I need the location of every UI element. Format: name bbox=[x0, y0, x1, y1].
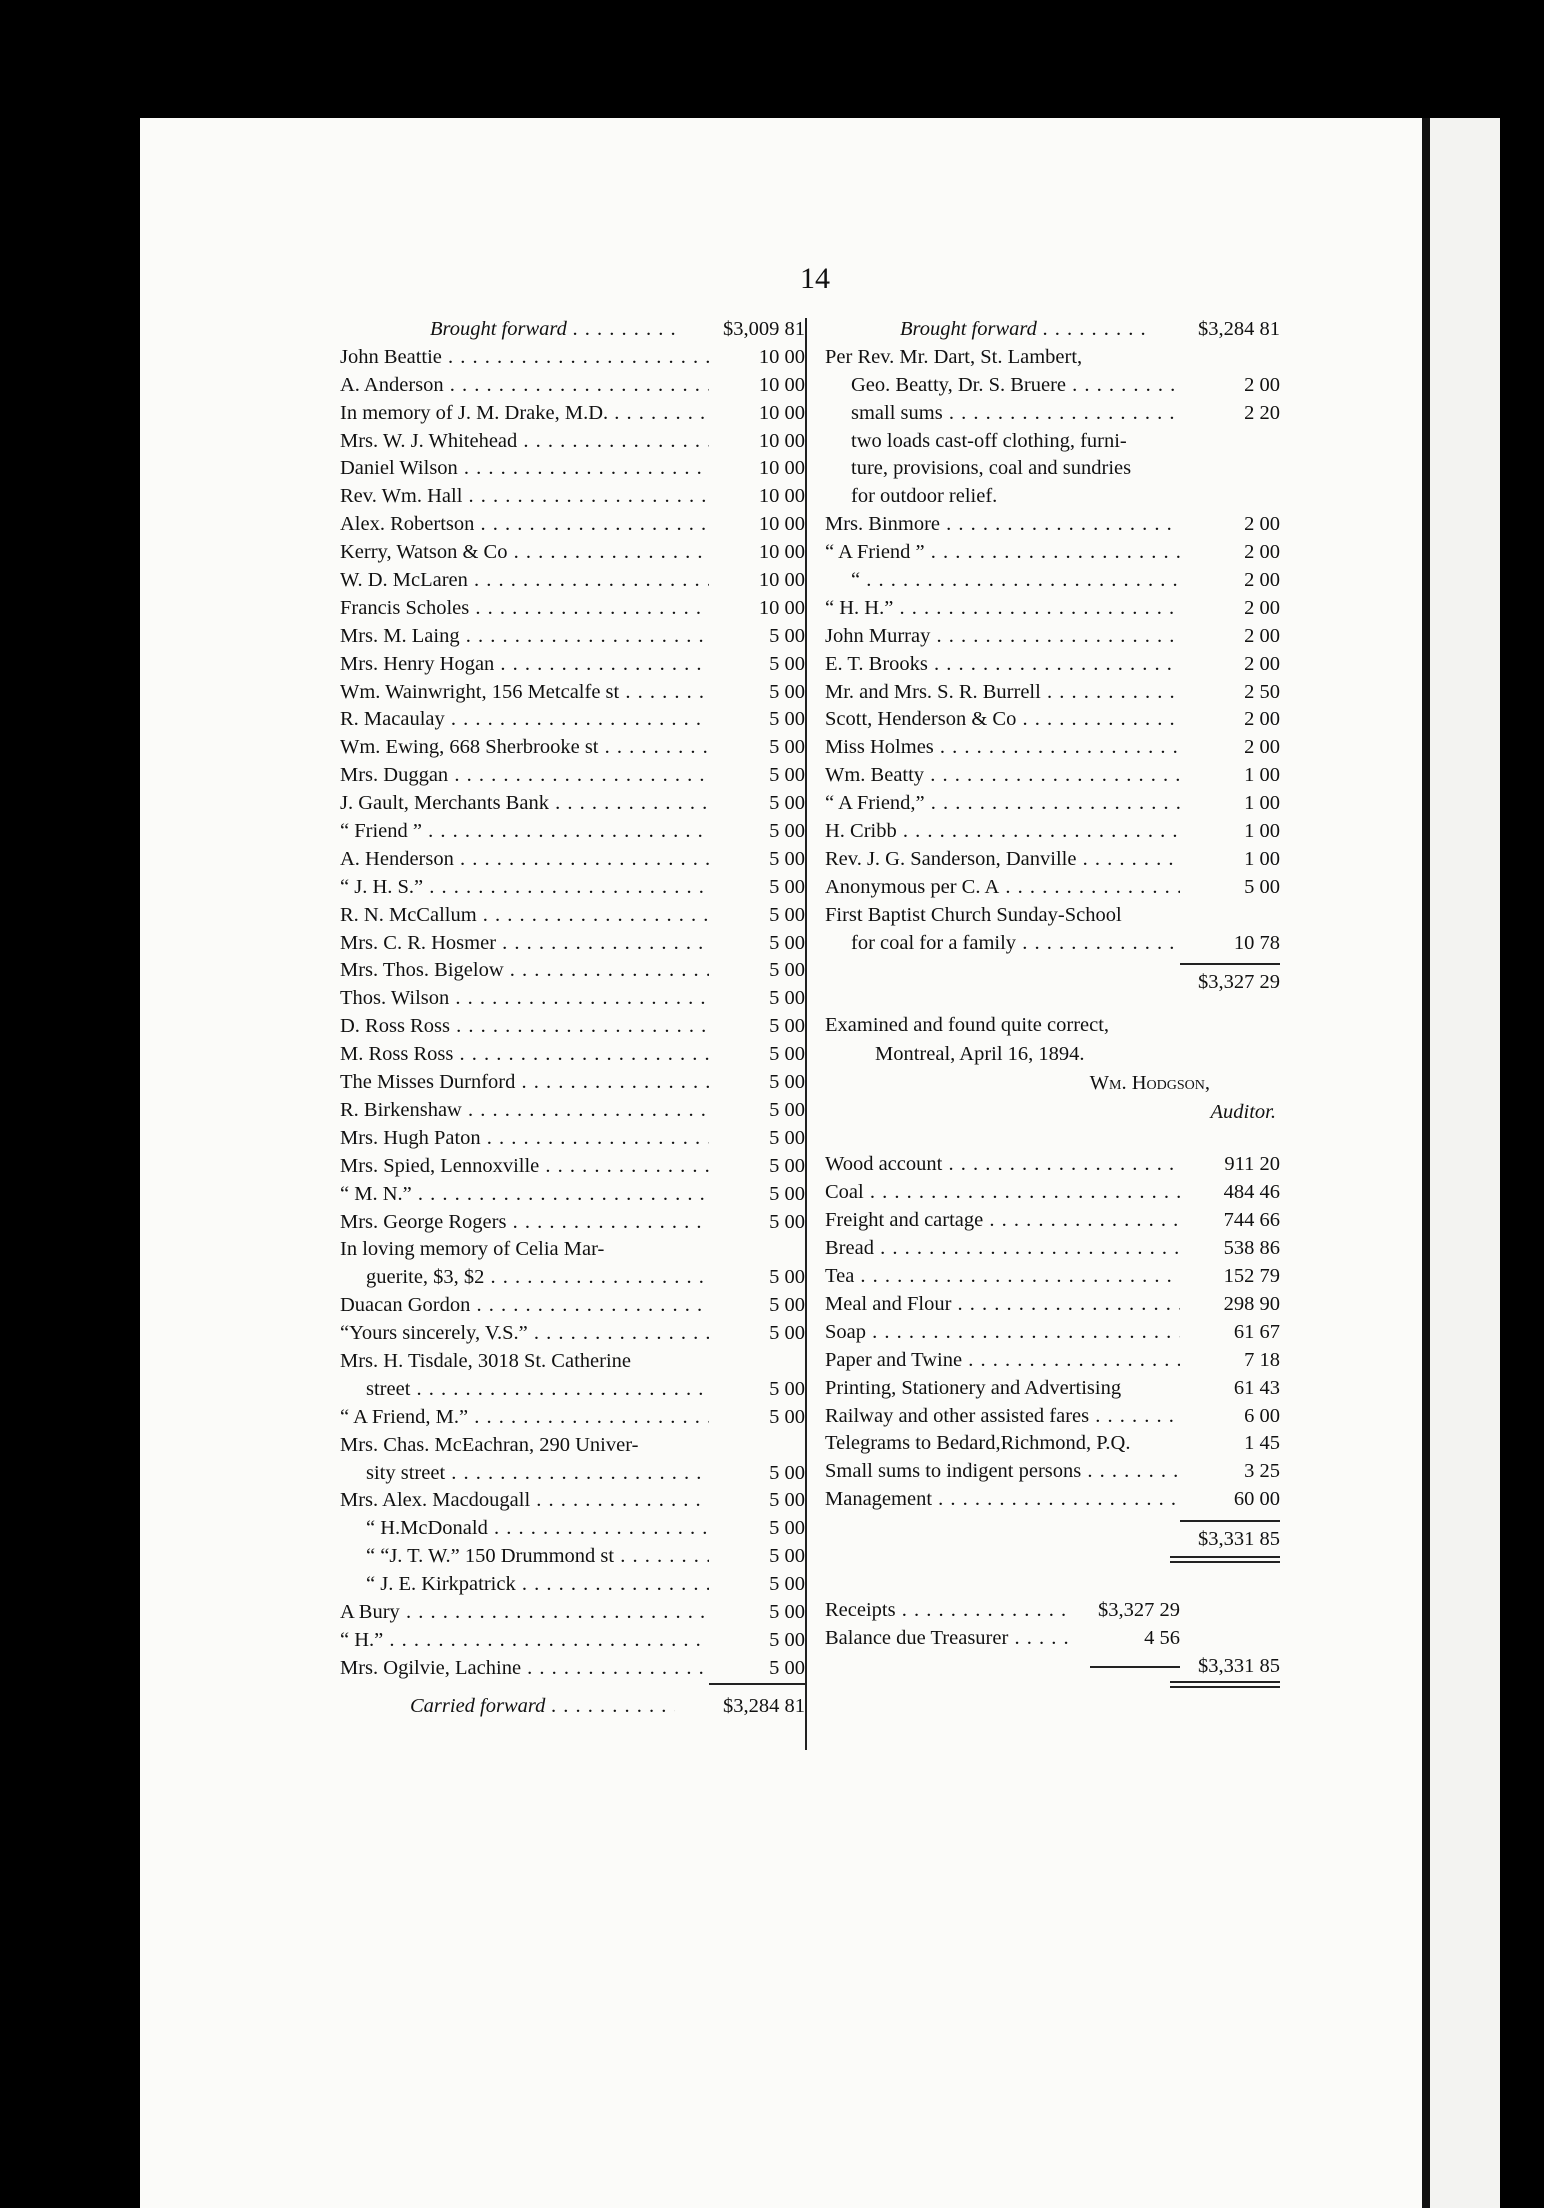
ledger-row bbox=[340, 1543, 805, 1571]
entry-name: Mrs. George Rogers . . . bbox=[340, 1209, 709, 1237]
audit-note bbox=[825, 1011, 1280, 1127]
entry-name: Per Rev. Mr. Dart, St. Lambert, bbox=[825, 345, 1083, 368]
entry-amount bbox=[1180, 455, 1280, 483]
entry-name: “ Friend ” . . . bbox=[340, 818, 709, 846]
entry-amount: 10 78 bbox=[1233, 931, 1280, 954]
ledger-row bbox=[340, 985, 805, 1013]
entry-name: E. T. Brooks . . . bbox=[825, 651, 1180, 679]
entry-name: “Yours sincerely, V.S.” . . . bbox=[340, 1320, 709, 1348]
ledger-row bbox=[340, 957, 805, 985]
entry-name: Wm. Wainwright, 156 Metcalfe st . . . bbox=[340, 679, 709, 707]
entry-amount: 5 00 bbox=[769, 1600, 805, 1623]
entry-amount bbox=[709, 1236, 805, 1264]
ledger-row bbox=[825, 930, 1280, 958]
brought-forward-amount: $3,284 81 bbox=[1198, 318, 1280, 340]
grand-total-double-rule bbox=[1170, 1681, 1280, 1688]
entry-amount: 1 00 bbox=[1244, 847, 1280, 870]
entry-name: Tea . . . bbox=[825, 1263, 1180, 1291]
entry-amount: 2 00 bbox=[1244, 373, 1280, 396]
ledger-row bbox=[340, 1487, 805, 1515]
brought-forward-label: Brought forward . . . bbox=[825, 316, 1150, 344]
ledger-row bbox=[825, 706, 1280, 734]
entry-amount: 2 00 bbox=[1244, 569, 1280, 592]
entry-amount: 5 00 bbox=[769, 1322, 805, 1345]
entry-name: Geo. Beatty, Dr. S. Bruere . . . bbox=[825, 372, 1180, 400]
entry-amount: 5 00 bbox=[769, 1015, 805, 1038]
entry-amount: 5 00 bbox=[769, 1154, 805, 1177]
ledger-row bbox=[340, 679, 805, 707]
entry-amount: 1 45 bbox=[1244, 1432, 1280, 1455]
entry-name: “ A Friend,” . . . bbox=[825, 790, 1180, 818]
entry-name: “ “J. T. W.” 150 Drummond st . . . bbox=[340, 1543, 709, 1571]
entry-name: “ M. N.” . . . bbox=[340, 1181, 709, 1209]
ledger-row bbox=[340, 1348, 805, 1376]
ledger-row bbox=[825, 1403, 1280, 1431]
ledger-row bbox=[340, 1432, 805, 1460]
ledger-row bbox=[340, 1069, 805, 1097]
entry-amount: 1 00 bbox=[1244, 792, 1280, 815]
entry-name: Kerry, Watson & Co . . . bbox=[340, 539, 709, 567]
ledger-row bbox=[340, 1627, 805, 1655]
entry-name: Wm. Ewing, 668 Sherbrooke st . . . bbox=[340, 734, 709, 762]
entry-name: street . . . bbox=[340, 1376, 709, 1404]
ledger-row bbox=[340, 1181, 805, 1209]
entry-amount: 5 00 bbox=[769, 847, 805, 870]
ledger-row bbox=[340, 874, 805, 902]
entry-name: Alex. Robertson . . . bbox=[340, 511, 709, 539]
entry-amount: 5 00 bbox=[769, 1628, 805, 1651]
grand-total-amount: $3,331 85 bbox=[1198, 1654, 1280, 1677]
entry-name: R. Macaulay . . . bbox=[340, 706, 709, 734]
entry-amount: 744 66 bbox=[1223, 1209, 1280, 1232]
entry-amount: 5 00 bbox=[769, 1517, 805, 1540]
ledger-row bbox=[825, 511, 1280, 539]
expenses-total-double-rule bbox=[1170, 1556, 1280, 1563]
entry-amount: 2 00 bbox=[1244, 596, 1280, 619]
entry-name: Meal and Flour . . . bbox=[825, 1291, 1180, 1319]
entry-amount bbox=[709, 1348, 805, 1376]
ledger-row bbox=[825, 400, 1280, 428]
ledger-row bbox=[825, 1291, 1280, 1319]
ledger-row bbox=[340, 1460, 805, 1488]
entry-name: Mrs. H. Tisdale, 3018 St. Catherine bbox=[340, 1349, 631, 1372]
entry-name: Mrs. Henry Hogan . . . bbox=[340, 651, 709, 679]
entry-amount bbox=[1180, 902, 1280, 930]
entry-amount: 5 00 bbox=[769, 708, 805, 731]
entry-amount: 1 00 bbox=[1244, 820, 1280, 843]
ledger-row bbox=[825, 1151, 1280, 1179]
entry-name: Mrs. Hugh Paton . . . bbox=[340, 1125, 709, 1153]
entry-amount: 10 00 bbox=[758, 569, 805, 592]
entry-name: two loads cast-off clothing, furni- bbox=[851, 429, 1127, 452]
ledger-row bbox=[340, 1097, 805, 1125]
entry-name: Mr. and Mrs. S. R. Burrell . . . bbox=[825, 679, 1180, 707]
entry-amount: 10 00 bbox=[758, 596, 805, 619]
ledger-row bbox=[340, 762, 805, 790]
entry-amount: 2 00 bbox=[1244, 736, 1280, 759]
entry-name: Paper and Twine . . . bbox=[825, 1347, 1180, 1375]
brought-forward-row bbox=[825, 316, 1280, 344]
entry-amount: 1 00 bbox=[1244, 764, 1280, 787]
entry-name: A Bury . . . bbox=[340, 1599, 709, 1627]
entry-name: Railway and other assisted fares . . . bbox=[825, 1403, 1180, 1431]
right-column bbox=[825, 316, 1280, 1688]
entry-name: Daniel Wilson . . . bbox=[340, 455, 709, 483]
entry-name: Mrs. Duggan . . . bbox=[340, 762, 709, 790]
ledger-row bbox=[825, 734, 1280, 762]
entry-amount: 5 00 bbox=[769, 1656, 805, 1679]
ledger-row bbox=[340, 623, 805, 651]
entry-name: R. N. McCallum . . . bbox=[340, 902, 709, 930]
ledger-row bbox=[340, 1571, 805, 1599]
ledger-row bbox=[340, 706, 805, 734]
entry-amount: 5 00 bbox=[769, 680, 805, 703]
entry-name: Mrs. W. J. Whitehead . . . bbox=[340, 428, 709, 456]
auditor-title: Auditor. bbox=[1210, 1101, 1276, 1124]
entry-name: W. D. McLaren . . . bbox=[340, 567, 709, 595]
ledger-row bbox=[340, 818, 805, 846]
entry-name: Mrs. Thos. Bigelow . . . bbox=[340, 957, 709, 985]
entry-name: Mrs. Spied, Lennoxville . . . bbox=[340, 1153, 709, 1181]
carried-forward-label: Carried forward . . . bbox=[340, 1693, 675, 1721]
column-divider bbox=[805, 318, 807, 1750]
ledger-row bbox=[340, 400, 805, 428]
entry-amount: 5 00 bbox=[769, 736, 805, 759]
entry-name: “ H.McDonald . . . bbox=[340, 1515, 709, 1543]
entry-name: The Misses Durnford . . . bbox=[340, 1069, 709, 1097]
subscription-list bbox=[825, 344, 1280, 958]
entry-name: Mrs. Ogilvie, Lachine . . . bbox=[340, 1655, 709, 1683]
entry-amount: 5 00 bbox=[769, 1294, 805, 1317]
ledger-row bbox=[825, 790, 1280, 818]
ledger-row bbox=[340, 1599, 805, 1627]
entry-name: In loving memory of Celia Mar- bbox=[340, 1238, 605, 1261]
entry-amount: 5 00 bbox=[769, 820, 805, 843]
page-number: 14 bbox=[800, 262, 830, 295]
ledger-row bbox=[825, 846, 1280, 874]
entry-amount: 5 00 bbox=[769, 1545, 805, 1568]
entry-name: D. Ross Ross . . . bbox=[340, 1013, 709, 1041]
entry-name: ture, provisions, coal and sundries bbox=[851, 457, 1132, 480]
ledger-row bbox=[825, 567, 1280, 595]
entry-name: M. Ross Ross . . . bbox=[340, 1041, 709, 1069]
entry-name: John Beattie . . . bbox=[340, 344, 709, 372]
ledger-row bbox=[825, 1486, 1280, 1514]
entry-name: Rev. J. G. Sanderson, Danville . . . bbox=[825, 846, 1180, 874]
ledger-row bbox=[340, 1153, 805, 1181]
entry-name: sity street . . . bbox=[340, 1460, 709, 1488]
ledger-row bbox=[340, 1264, 805, 1292]
entry-amount: 5 00 bbox=[769, 903, 805, 926]
entry-name: “ J. H. S.” . . . bbox=[340, 874, 709, 902]
entry-amount: 5 00 bbox=[769, 1126, 805, 1149]
entry-name: Francis Scholes . . . bbox=[340, 595, 709, 623]
entry-amount: 2 00 bbox=[1244, 541, 1280, 564]
entry-name: for coal for a family . . . bbox=[825, 930, 1180, 958]
ledger-row bbox=[825, 902, 1280, 930]
entry-amount: 2 00 bbox=[1244, 708, 1280, 731]
ledger-row bbox=[340, 428, 805, 456]
entry-amount bbox=[1180, 483, 1280, 511]
brought-forward-label: Brought forward . . . bbox=[340, 316, 675, 344]
entry-name: In memory of J. M. Drake, M.D. . . . bbox=[340, 400, 709, 428]
entry-amount: 2 00 bbox=[1244, 513, 1280, 536]
entry-name: small sums . . . bbox=[825, 400, 1180, 428]
entry-amount: 10 00 bbox=[758, 457, 805, 480]
entry-amount: 6 00 bbox=[1244, 1404, 1280, 1427]
entry-name: Coal . . . bbox=[825, 1179, 1180, 1207]
ledger-row bbox=[340, 1404, 805, 1432]
entry-amount: 911 20 bbox=[1224, 1153, 1280, 1176]
entry-name: guerite, $3, $2 . . . bbox=[340, 1264, 709, 1292]
entry-amount: 2 20 bbox=[1244, 401, 1280, 424]
entry-amount: 5 00 bbox=[769, 1377, 805, 1400]
entry-name: J. Gault, Merchants Bank . . . bbox=[340, 790, 709, 818]
ledger-row bbox=[825, 595, 1280, 623]
entry-name: R. Birkenshaw . . . bbox=[340, 1097, 709, 1125]
ledger-row bbox=[825, 1179, 1280, 1207]
entry-name: “ A Friend ” . . . bbox=[825, 539, 1180, 567]
entry-name: Mrs. C. R. Hosmer . . . bbox=[340, 930, 709, 958]
book-spine bbox=[1422, 118, 1430, 2208]
ledger-row bbox=[340, 483, 805, 511]
entry-name: A. Henderson . . . bbox=[340, 846, 709, 874]
entry-amount: 10 00 bbox=[758, 485, 805, 508]
entry-amount: 5 00 bbox=[769, 1098, 805, 1121]
ledger-row bbox=[825, 455, 1280, 483]
ledger-row bbox=[825, 679, 1280, 707]
ledger-row bbox=[825, 344, 1280, 372]
entry-name: John Murray . . . bbox=[825, 623, 1180, 651]
entry-amount bbox=[709, 1432, 805, 1460]
ledger-row bbox=[825, 874, 1280, 902]
entry-amount: 5 00 bbox=[769, 1405, 805, 1428]
entry-amount bbox=[1180, 428, 1280, 456]
entry-name: Small sums to indigent persons . . . bbox=[825, 1458, 1180, 1486]
entry-amount bbox=[1180, 344, 1280, 372]
ledger-row bbox=[340, 846, 805, 874]
entry-name: Soap . . . bbox=[825, 1319, 1180, 1347]
receipts-row bbox=[825, 1597, 1280, 1625]
entry-amount: 5 00 bbox=[769, 652, 805, 675]
entry-amount: 5 00 bbox=[769, 931, 805, 954]
entry-amount: 5 00 bbox=[769, 1266, 805, 1289]
grand-total-row bbox=[825, 1653, 1280, 1681]
ledger-row bbox=[825, 1319, 1280, 1347]
entry-amount: 5 00 bbox=[769, 875, 805, 898]
carried-forward-row bbox=[340, 1693, 805, 1721]
ledger-row bbox=[825, 372, 1280, 400]
entry-name: Management . . . bbox=[825, 1486, 1180, 1514]
ledger-row bbox=[825, 1263, 1280, 1291]
entry-amount: 7 18 bbox=[1244, 1348, 1280, 1371]
entry-name: Scott, Henderson & Co . . . bbox=[825, 706, 1180, 734]
facing-page-edge bbox=[1430, 118, 1500, 2208]
ledger-row bbox=[340, 1125, 805, 1153]
entry-name: A. Anderson . . . bbox=[340, 372, 709, 400]
entry-amount: 10 00 bbox=[758, 373, 805, 396]
brought-forward-amount: $3,009 81 bbox=[723, 318, 805, 340]
ledger-row bbox=[825, 818, 1280, 846]
balance-due-row bbox=[825, 1625, 1280, 1653]
entry-amount: 5 00 bbox=[769, 1043, 805, 1066]
ledger-row bbox=[340, 1376, 805, 1404]
ledger-row bbox=[340, 595, 805, 623]
ledger-row bbox=[340, 930, 805, 958]
entry-name: “ J. E. Kirkpatrick . . . bbox=[340, 1571, 709, 1599]
entry-amount: 10 00 bbox=[758, 513, 805, 536]
entry-amount: 484 46 bbox=[1223, 1181, 1280, 1204]
entry-name: Telegrams to Bedard,Richmond, P.Q. bbox=[825, 1432, 1131, 1455]
entry-name: Thos. Wilson . . . bbox=[340, 985, 709, 1013]
expenses-total: $3,331 85 bbox=[1198, 1528, 1280, 1551]
ledger-row bbox=[825, 1235, 1280, 1263]
entry-amount: 5 00 bbox=[769, 1489, 805, 1512]
ledger-row bbox=[340, 511, 805, 539]
ledger-row bbox=[340, 790, 805, 818]
entry-name: Wm. Beatty . . . bbox=[825, 762, 1180, 790]
carried-forward-amount: $3,284 81 bbox=[723, 1694, 805, 1717]
ledger-row bbox=[825, 539, 1280, 567]
ledger-row bbox=[340, 1320, 805, 1348]
ledger-row bbox=[340, 902, 805, 930]
brought-forward-row bbox=[340, 316, 805, 344]
entry-amount: 10 00 bbox=[758, 541, 805, 564]
ledger-row bbox=[340, 734, 805, 762]
balance-due-label: Balance due Treasurer . . . bbox=[825, 1625, 1070, 1653]
audit-line-2: Montreal, April 16, 1894. bbox=[875, 1043, 1085, 1066]
ledger-row bbox=[340, 1041, 805, 1069]
ledger-row bbox=[340, 1209, 805, 1237]
receipts-label: Receipts . . . bbox=[825, 1597, 1070, 1625]
entry-amount: 5 00 bbox=[769, 987, 805, 1010]
ledger-row bbox=[825, 1375, 1280, 1403]
ledger-row bbox=[340, 344, 805, 372]
entry-name: Miss Holmes . . . bbox=[825, 734, 1180, 762]
subscription-list bbox=[340, 344, 805, 1683]
entry-amount: 2 00 bbox=[1244, 652, 1280, 675]
entry-name: Anonymous per C. A . . . bbox=[825, 874, 1180, 902]
entry-name: H. Cribb . . . bbox=[825, 818, 1180, 846]
entry-amount: 5 00 bbox=[769, 1182, 805, 1205]
ledger-row bbox=[825, 762, 1280, 790]
ledger-row bbox=[340, 1515, 805, 1543]
entry-amount: 5 00 bbox=[1244, 875, 1280, 898]
balance-due-amount: 4 56 bbox=[1144, 1626, 1180, 1649]
entry-amount: 10 00 bbox=[758, 429, 805, 452]
entry-name: Duacan Gordon . . . bbox=[340, 1292, 709, 1320]
entry-amount: 538 86 bbox=[1223, 1237, 1280, 1260]
receipts-total: $3,327 29 bbox=[1198, 971, 1280, 994]
subtotal-rule bbox=[709, 1683, 805, 1685]
entry-name: Printing, Stationery and Advertising bbox=[825, 1376, 1122, 1399]
entry-amount: 61 67 bbox=[1233, 1320, 1280, 1343]
entry-amount: 5 00 bbox=[769, 1573, 805, 1596]
entry-amount: 5 00 bbox=[769, 1210, 805, 1233]
entry-amount: 298 90 bbox=[1223, 1292, 1280, 1315]
entry-amount: 3 25 bbox=[1244, 1460, 1280, 1483]
entry-name: First Baptist Church Sunday-School bbox=[825, 903, 1122, 926]
entry-name: Mrs. Alex. Macdougall . . . bbox=[340, 1487, 709, 1515]
entry-name: Mrs. Binmore . . . bbox=[825, 511, 1180, 539]
entry-name: “ H. H.” . . . bbox=[825, 595, 1180, 623]
entry-amount: 2 50 bbox=[1244, 680, 1280, 703]
entry-name: Mrs. M. Laing . . . bbox=[340, 623, 709, 651]
auditor-signature: Wm. Hodgson, bbox=[1089, 1072, 1210, 1095]
entry-name: “ . . . bbox=[825, 567, 1180, 595]
entry-name: “ H.” . . . bbox=[340, 1627, 709, 1655]
ledger-row bbox=[340, 1013, 805, 1041]
ledger-row bbox=[825, 428, 1280, 456]
entry-amount: 5 00 bbox=[769, 624, 805, 647]
ledger-row bbox=[825, 1207, 1280, 1235]
entry-amount: 2 00 bbox=[1244, 624, 1280, 647]
ledger-row bbox=[825, 1458, 1280, 1486]
ledger-row bbox=[340, 651, 805, 679]
entry-amount: 5 00 bbox=[769, 764, 805, 787]
entry-amount: 60 00 bbox=[1233, 1488, 1280, 1511]
entry-name: Freight and cartage . . . bbox=[825, 1207, 1180, 1235]
entry-amount: 61 43 bbox=[1233, 1376, 1280, 1399]
left-column bbox=[340, 316, 805, 1721]
entry-amount: 5 00 bbox=[769, 959, 805, 982]
expense-list bbox=[825, 1151, 1280, 1514]
entry-name: Rev. Wm. Hall . . . bbox=[340, 483, 709, 511]
entry-name: Wood account . . . bbox=[825, 1151, 1180, 1179]
entry-amount: 152 79 bbox=[1223, 1265, 1280, 1288]
entry-amount: 10 00 bbox=[758, 401, 805, 424]
ledger-row bbox=[340, 567, 805, 595]
audit-line-1: Examined and found quite correct, bbox=[825, 1014, 1110, 1037]
ledger-row bbox=[340, 455, 805, 483]
entry-name: Bread . . . bbox=[825, 1235, 1180, 1263]
receipts-amount: $3,327 29 bbox=[1098, 1599, 1180, 1622]
ledger-row bbox=[825, 1430, 1280, 1458]
entry-name: for outdoor relief. bbox=[851, 485, 998, 508]
ledger-row bbox=[825, 483, 1280, 511]
entry-amount: 10 00 bbox=[758, 345, 805, 368]
entry-amount: 5 00 bbox=[769, 792, 805, 815]
entry-amount: 5 00 bbox=[769, 1461, 805, 1484]
entry-name: “ A Friend, M.” . . . bbox=[340, 1404, 709, 1432]
ledger-row bbox=[340, 1655, 805, 1683]
entry-amount: 5 00 bbox=[769, 1071, 805, 1094]
ledger-row bbox=[340, 372, 805, 400]
ledger-row bbox=[340, 1292, 805, 1320]
ledger-row bbox=[825, 1347, 1280, 1375]
entry-name: Mrs. Chas. McEachran, 290 Univer- bbox=[340, 1433, 639, 1456]
ledger-row bbox=[825, 651, 1280, 679]
ledger-row bbox=[340, 539, 805, 567]
ledger-row bbox=[825, 623, 1280, 651]
ledger-row bbox=[340, 1236, 805, 1264]
